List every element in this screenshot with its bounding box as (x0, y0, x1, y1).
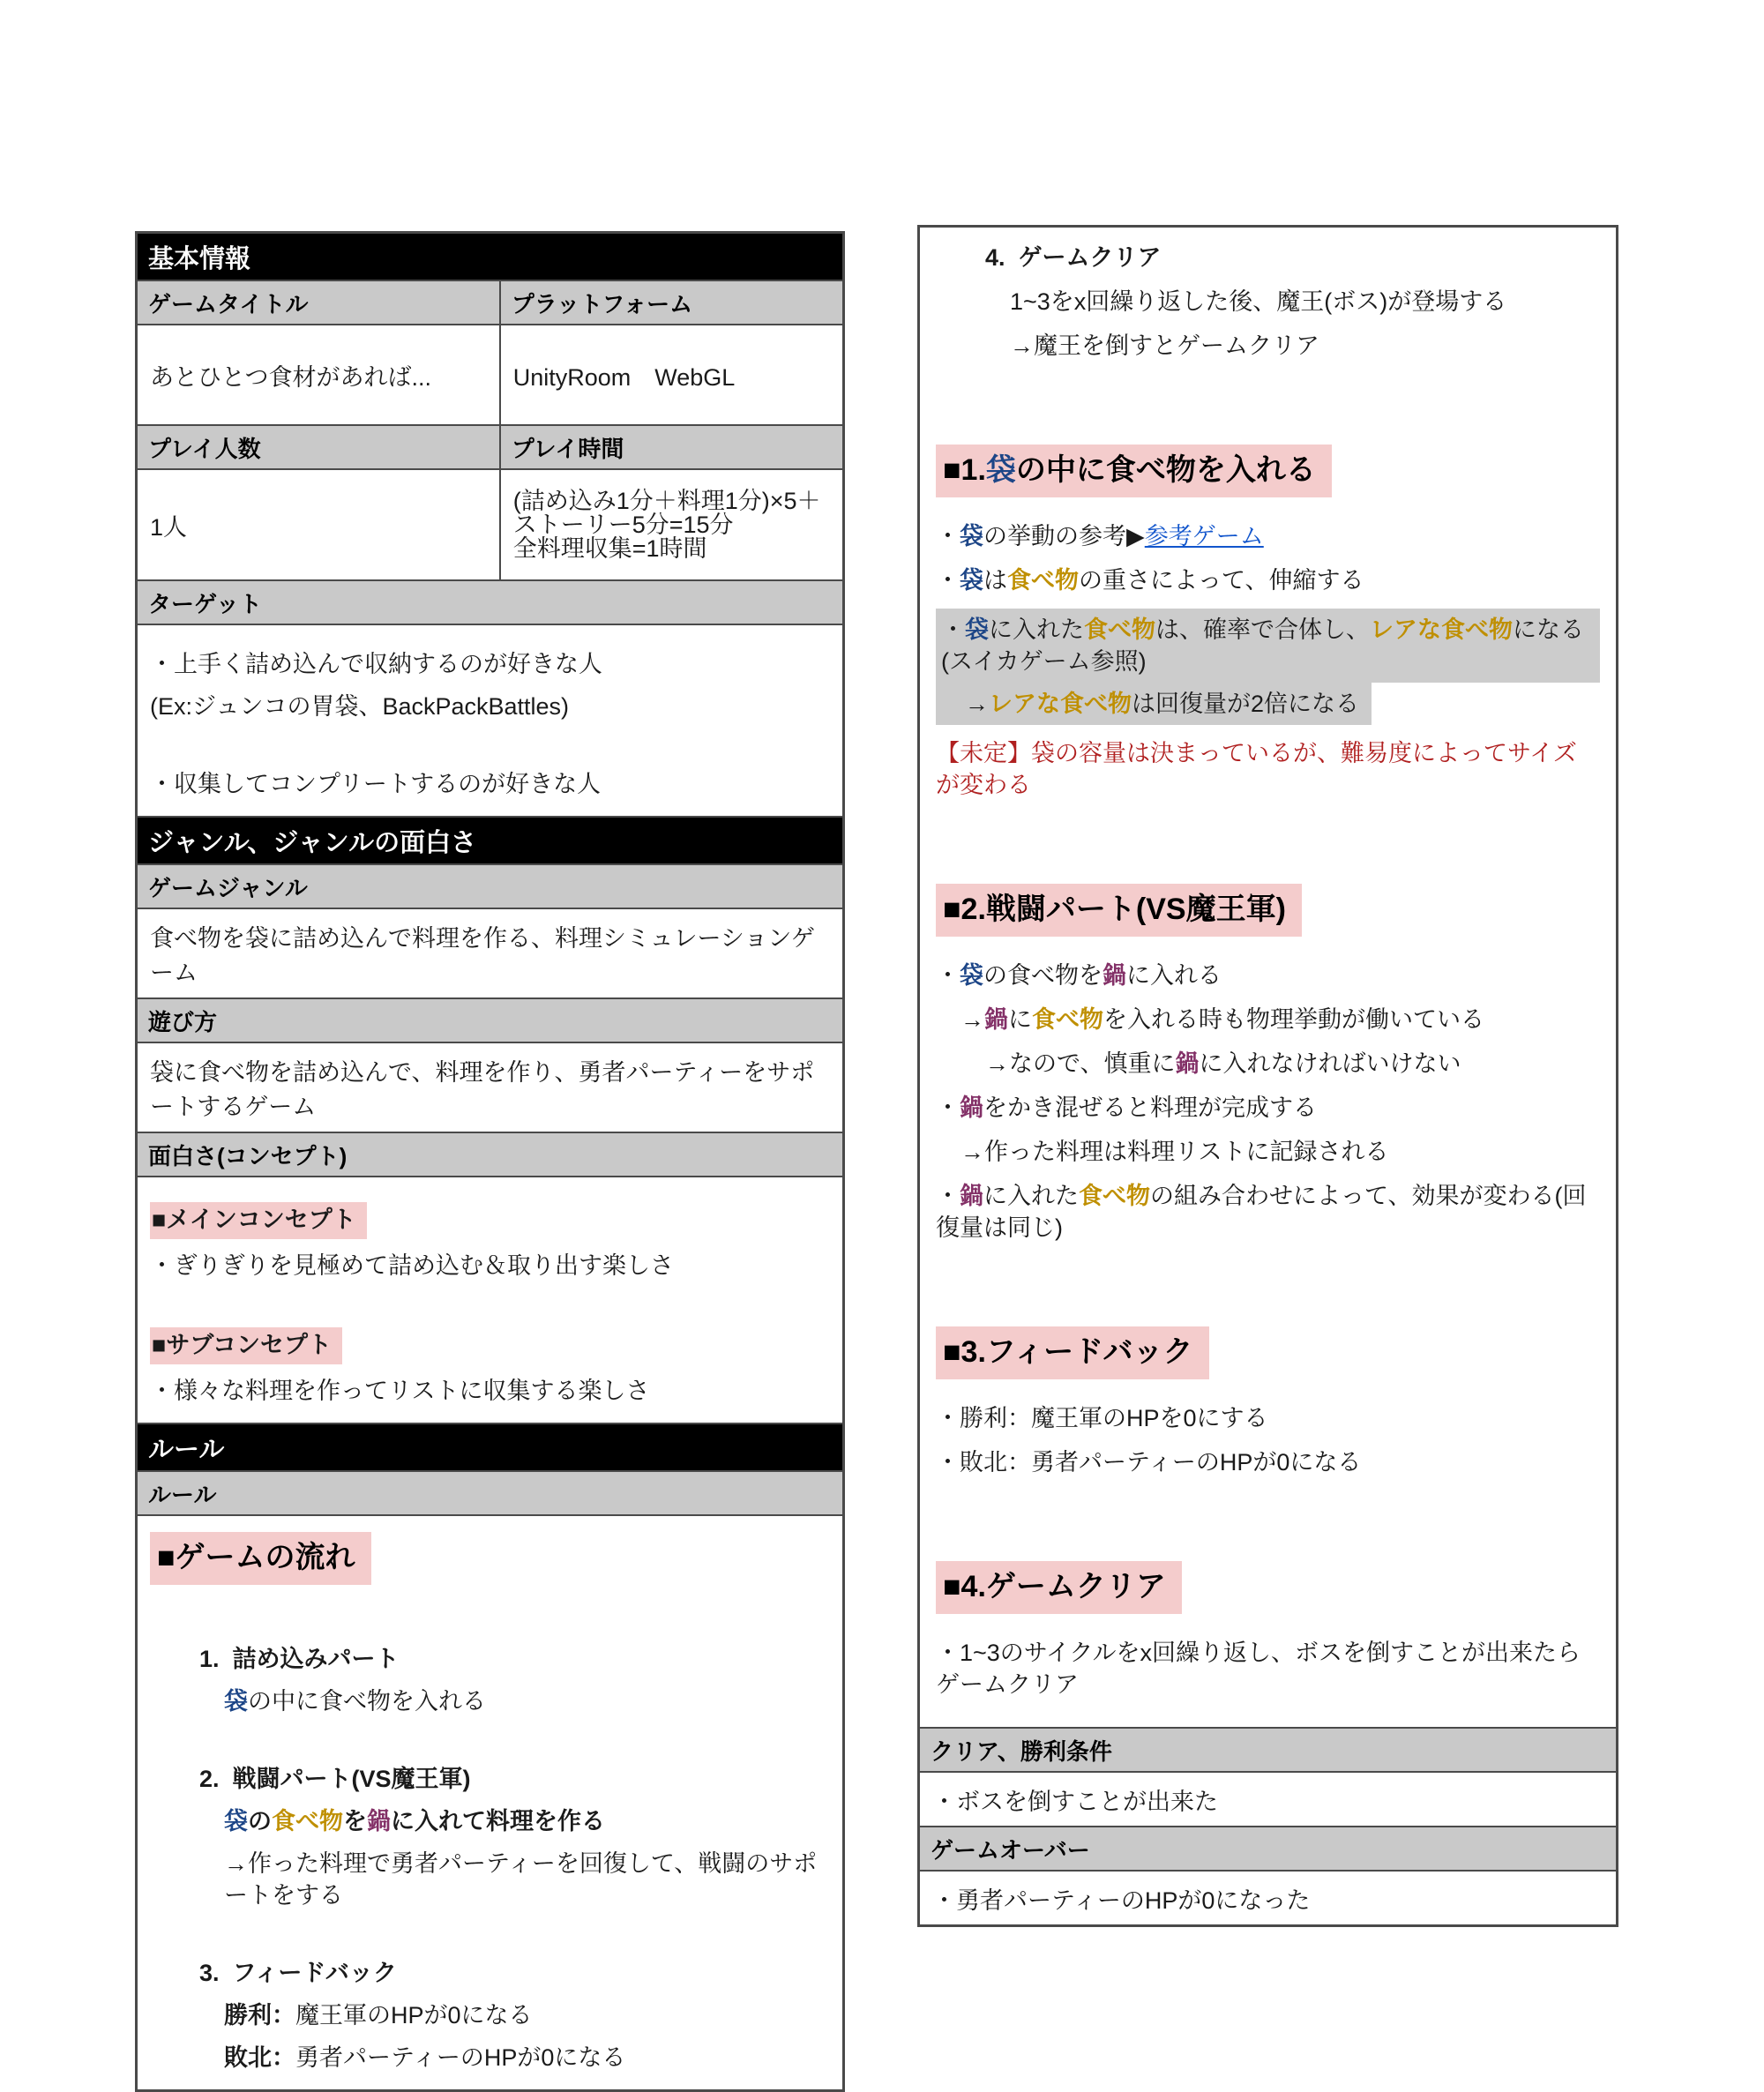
text-line (150, 1202, 830, 1239)
text-segment: 【未定】袋の容量は決まっているが、難易度によってサイズが変わる (936, 740, 1577, 798)
text-segment: ・ぎりぎりを見極めて詰め込む＆取り出す楽しさ (150, 1252, 674, 1279)
text-segment: 鍋 (1102, 962, 1126, 989)
text-segment: 袋 (224, 1808, 248, 1834)
text-segment: 鍋 (1175, 1050, 1200, 1077)
section-header-basic-info: 基本情報 (137, 233, 844, 281)
rules-detail-cell (919, 227, 1618, 1729)
text-line (150, 2042, 830, 2073)
rules-detail-content (936, 242, 1600, 1700)
text-segment: ■サブコンセプト (152, 1332, 332, 1358)
target-cell (137, 624, 844, 817)
game-spec-table-right (917, 225, 1618, 1927)
playtime-label: プレイ時間 (500, 425, 844, 469)
text-line (936, 242, 1600, 273)
text-segment: → (960, 1006, 984, 1033)
text-segment: 袋 (985, 453, 1016, 487)
spacer (150, 1608, 830, 1643)
spacer (150, 1922, 830, 1957)
text-segment: ・ (936, 962, 960, 989)
text-segment: ・様々な料理を作ってリストに収集する楽しさ (150, 1378, 650, 1404)
text-line (150, 1848, 830, 1911)
text-segment: 3. (199, 1960, 233, 1986)
target-label: ターゲット (137, 580, 844, 624)
text-segment: 詰め込みパート (232, 1646, 400, 1672)
text-segment: 戦闘パート(VS魔王軍) (232, 1766, 471, 1792)
spacer (936, 1491, 1600, 1526)
playtime-value (500, 469, 844, 580)
text-segment: 鍋 (960, 1095, 983, 1121)
spacer (936, 1291, 1600, 1326)
text-segment: ゲームクリア (1018, 244, 1162, 271)
text-line (936, 286, 1600, 318)
text-segment: は、確率で合体し、 (1155, 616, 1370, 643)
text-segment: 鍋 (984, 1006, 1008, 1033)
platform-value: UnityRoom WebGL (500, 325, 844, 425)
text-segment: に (1008, 1006, 1032, 1033)
text-segment: 鍋 (960, 1183, 983, 1209)
text-segment: は (983, 567, 1007, 594)
text-segment: ・上手く詰め込んで収納するのが好きな人 (150, 651, 602, 677)
text-segment: ・1~3のサイクルをx回繰り返し、ボスを倒すことが出来たらゲームクリア (936, 1640, 1581, 1698)
target-content (150, 648, 830, 800)
text-segment: に入れた (983, 1183, 1079, 1209)
section-heading (936, 1326, 1600, 1379)
text-segment: 鍋 (367, 1808, 391, 1834)
fun-concept-content (150, 1202, 830, 1407)
text-line (936, 737, 1600, 801)
text-line (936, 683, 1600, 725)
text-segment: を入れる時も物理挙動が働いている (1103, 1006, 1484, 1033)
text-segment: に入れる (1126, 962, 1222, 989)
text-segment: 敗北： (224, 2044, 295, 2071)
text-line (150, 1999, 830, 2031)
section-header-rules: ルール (137, 1423, 844, 1471)
text-segment: ■ゲームの流れ (157, 1541, 355, 1574)
text-line (936, 1048, 1600, 1080)
text-line (150, 1957, 830, 1989)
text-segment: ・ (936, 1095, 960, 1121)
game-title-value: あとひとつ食材があれば... (137, 325, 500, 425)
text-segment: 4. (985, 244, 1019, 271)
text-segment: レアな食べ物 (989, 691, 1132, 717)
reference-game-link[interactable]: 参考ゲーム (1144, 523, 1264, 549)
text-line (150, 1327, 830, 1364)
text-segment: 袋 (965, 616, 989, 643)
spacer (936, 409, 1600, 445)
text-segment: 食べ物 (1084, 616, 1155, 643)
game-flow-cell (137, 1515, 844, 2091)
text-line (150, 1643, 830, 1675)
basic-info-header-row (137, 233, 844, 281)
text-line (936, 609, 1600, 683)
text-segment: 食べ物 (1007, 567, 1079, 594)
text-segment: の (248, 1808, 272, 1834)
text-segment: 食べ物 (1079, 1183, 1150, 1209)
text-segment: フィードバック (232, 1960, 397, 1986)
text-line (150, 1763, 830, 1795)
text-segment: 勝利： (224, 2002, 295, 2028)
text-line (150, 1375, 830, 1407)
text-segment: ・ (941, 616, 965, 643)
text-segment: →魔王を倒すとゲームクリア (1010, 332, 1319, 359)
text-segment: →なので、慎重に (985, 1050, 1176, 1077)
clear-condition-value: ・ボスを倒すことが出来た (919, 1772, 1618, 1827)
text-segment: の中に食べ物を入れる (1015, 453, 1316, 487)
spacer (150, 733, 830, 768)
text-segment: の組み合わせによって、効果が変わる(回復量は同じ) (936, 1183, 1587, 1241)
spacer (150, 1728, 830, 1763)
spacer (936, 374, 1600, 409)
text-segment: →作った料理は料理リストに記録される (960, 1139, 1389, 1165)
text-segment: (Ex:ジュンコの胃袋、BackPackBattles) (150, 693, 570, 720)
text-line (936, 1180, 1600, 1244)
text-segment: は回復量が2倍になる (1132, 691, 1360, 717)
howto-value: 袋に食べ物を詰め込んで、料理を作り、勇者パーティーをサポートするゲーム (137, 1042, 844, 1132)
text-segment: 1. (199, 1646, 233, 1672)
text-line (936, 1004, 1600, 1035)
platform-label: プラットフォーム (500, 280, 844, 325)
text-line (150, 768, 830, 800)
text-segment: 1~3をx回繰り返した後、魔王(ボス)が登場する (1010, 288, 1507, 315)
text-segment: ■2.戦闘パート(VS魔王軍) (943, 893, 1286, 926)
text-line (936, 520, 1600, 552)
text-segment: 袋 (960, 523, 983, 549)
section-heading (936, 1561, 1600, 1614)
genre-label: ゲームジャンル (137, 864, 844, 908)
text-line (936, 1136, 1600, 1168)
text-segment: 食べ物 (1032, 1006, 1103, 1033)
text-line (936, 960, 1600, 991)
text-segment: の重さによって、伸縮する (1079, 567, 1364, 594)
spacer (936, 1256, 1600, 1291)
text-segment: ・敗北：勇者パーティーのHPが0になる (936, 1449, 1362, 1476)
text-line (150, 691, 830, 722)
text-segment: 魔王軍のHPが0になる (295, 2002, 533, 2028)
genre-value: 食べ物を袋に詰め込んで料理を作る、料理シミュレーションゲーム (137, 908, 844, 998)
text-segment: ■3.フィードバック (943, 1335, 1193, 1369)
text-segment: 袋 (960, 962, 983, 989)
text-line (936, 330, 1600, 362)
spacer (936, 1526, 1600, 1561)
text-segment: に入れた (989, 616, 1084, 643)
players-label: プレイ人数 (137, 425, 500, 469)
game-over-value: ・勇者パーティーのHPが0になった (919, 1871, 1618, 1926)
text-segment: を (343, 1808, 367, 1834)
game-flow-content (150, 1532, 830, 2073)
text-line (936, 1402, 1600, 1434)
text-segment: ・収集してコンプリートするのが好きな人 (150, 771, 602, 797)
game-over-label: ゲームオーバー (919, 1827, 1618, 1871)
section-heading (936, 445, 1600, 497)
text-segment: の中に食べ物を入れる (248, 1688, 486, 1715)
text-segment: ■1. (943, 453, 986, 487)
text-segment: をかき混ぜると料理が完成する (983, 1095, 1317, 1121)
text-line (936, 1637, 1600, 1700)
spacer (936, 848, 1600, 884)
playtime-line-2: 全料理収集=1時間 (512, 534, 707, 562)
spacer (936, 813, 1600, 848)
section-header-genre: ジャンル、ジャンルの面白さ (137, 817, 844, 864)
text-segment: ■メインコンセプト (152, 1207, 356, 1233)
text-segment: 袋 (224, 1688, 248, 1715)
text-segment: ・ (936, 523, 960, 549)
text-segment: に入れて料理を作る (391, 1808, 605, 1834)
text-segment: レアな食べ物 (1370, 616, 1513, 643)
fun-concept-label: 面白さ(コンセプト) (137, 1132, 844, 1177)
text-line (150, 1685, 830, 1717)
text-line (150, 1805, 830, 1837)
text-segment: ・ (936, 1183, 960, 1209)
clear-condition-label: クリア、勝利条件 (919, 1728, 1618, 1772)
text-segment: →作った料理で勇者パーティーを回復して、戦闘のサポートをする (224, 1850, 818, 1909)
text-line (936, 1092, 1600, 1124)
game-title-label: ゲームタイトル (137, 280, 500, 325)
spacer (150, 1292, 830, 1327)
text-segment: → (941, 691, 989, 717)
game-spec-table-left (135, 231, 845, 2092)
section-heading (936, 884, 1600, 937)
text-segment: 2. (199, 1766, 233, 1792)
text-line (150, 648, 830, 680)
text-segment: ・ (936, 567, 960, 594)
text-line (936, 1446, 1600, 1478)
text-segment: に入れなければいけない (1199, 1050, 1461, 1077)
text-segment: 勇者パーティーのHPが0になる (295, 2044, 626, 2071)
section-heading (150, 1532, 830, 1585)
text-segment: ■4.ゲームクリア (943, 1570, 1166, 1603)
fun-concept-cell (137, 1177, 844, 1423)
rules-label: ルール (137, 1471, 844, 1515)
players-value: 1人 (137, 469, 500, 580)
text-segment: の食べ物を (983, 962, 1102, 989)
text-segment: 袋 (960, 567, 983, 594)
howto-label: 遊び方 (137, 998, 844, 1042)
playtime-line-1: (詰め込み1分＋料理1分)×5＋ストーリー5分=15分 (512, 487, 821, 538)
text-segment: 食べ物 (272, 1808, 343, 1834)
text-segment: の挙動の参考▶ (983, 523, 1145, 549)
text-segment: になる(スイカゲーム参照) (941, 616, 1584, 675)
text-segment: ・勝利：魔王軍のHPを0にする (936, 1405, 1268, 1431)
text-line (150, 1250, 830, 1281)
text-line (936, 564, 1600, 596)
